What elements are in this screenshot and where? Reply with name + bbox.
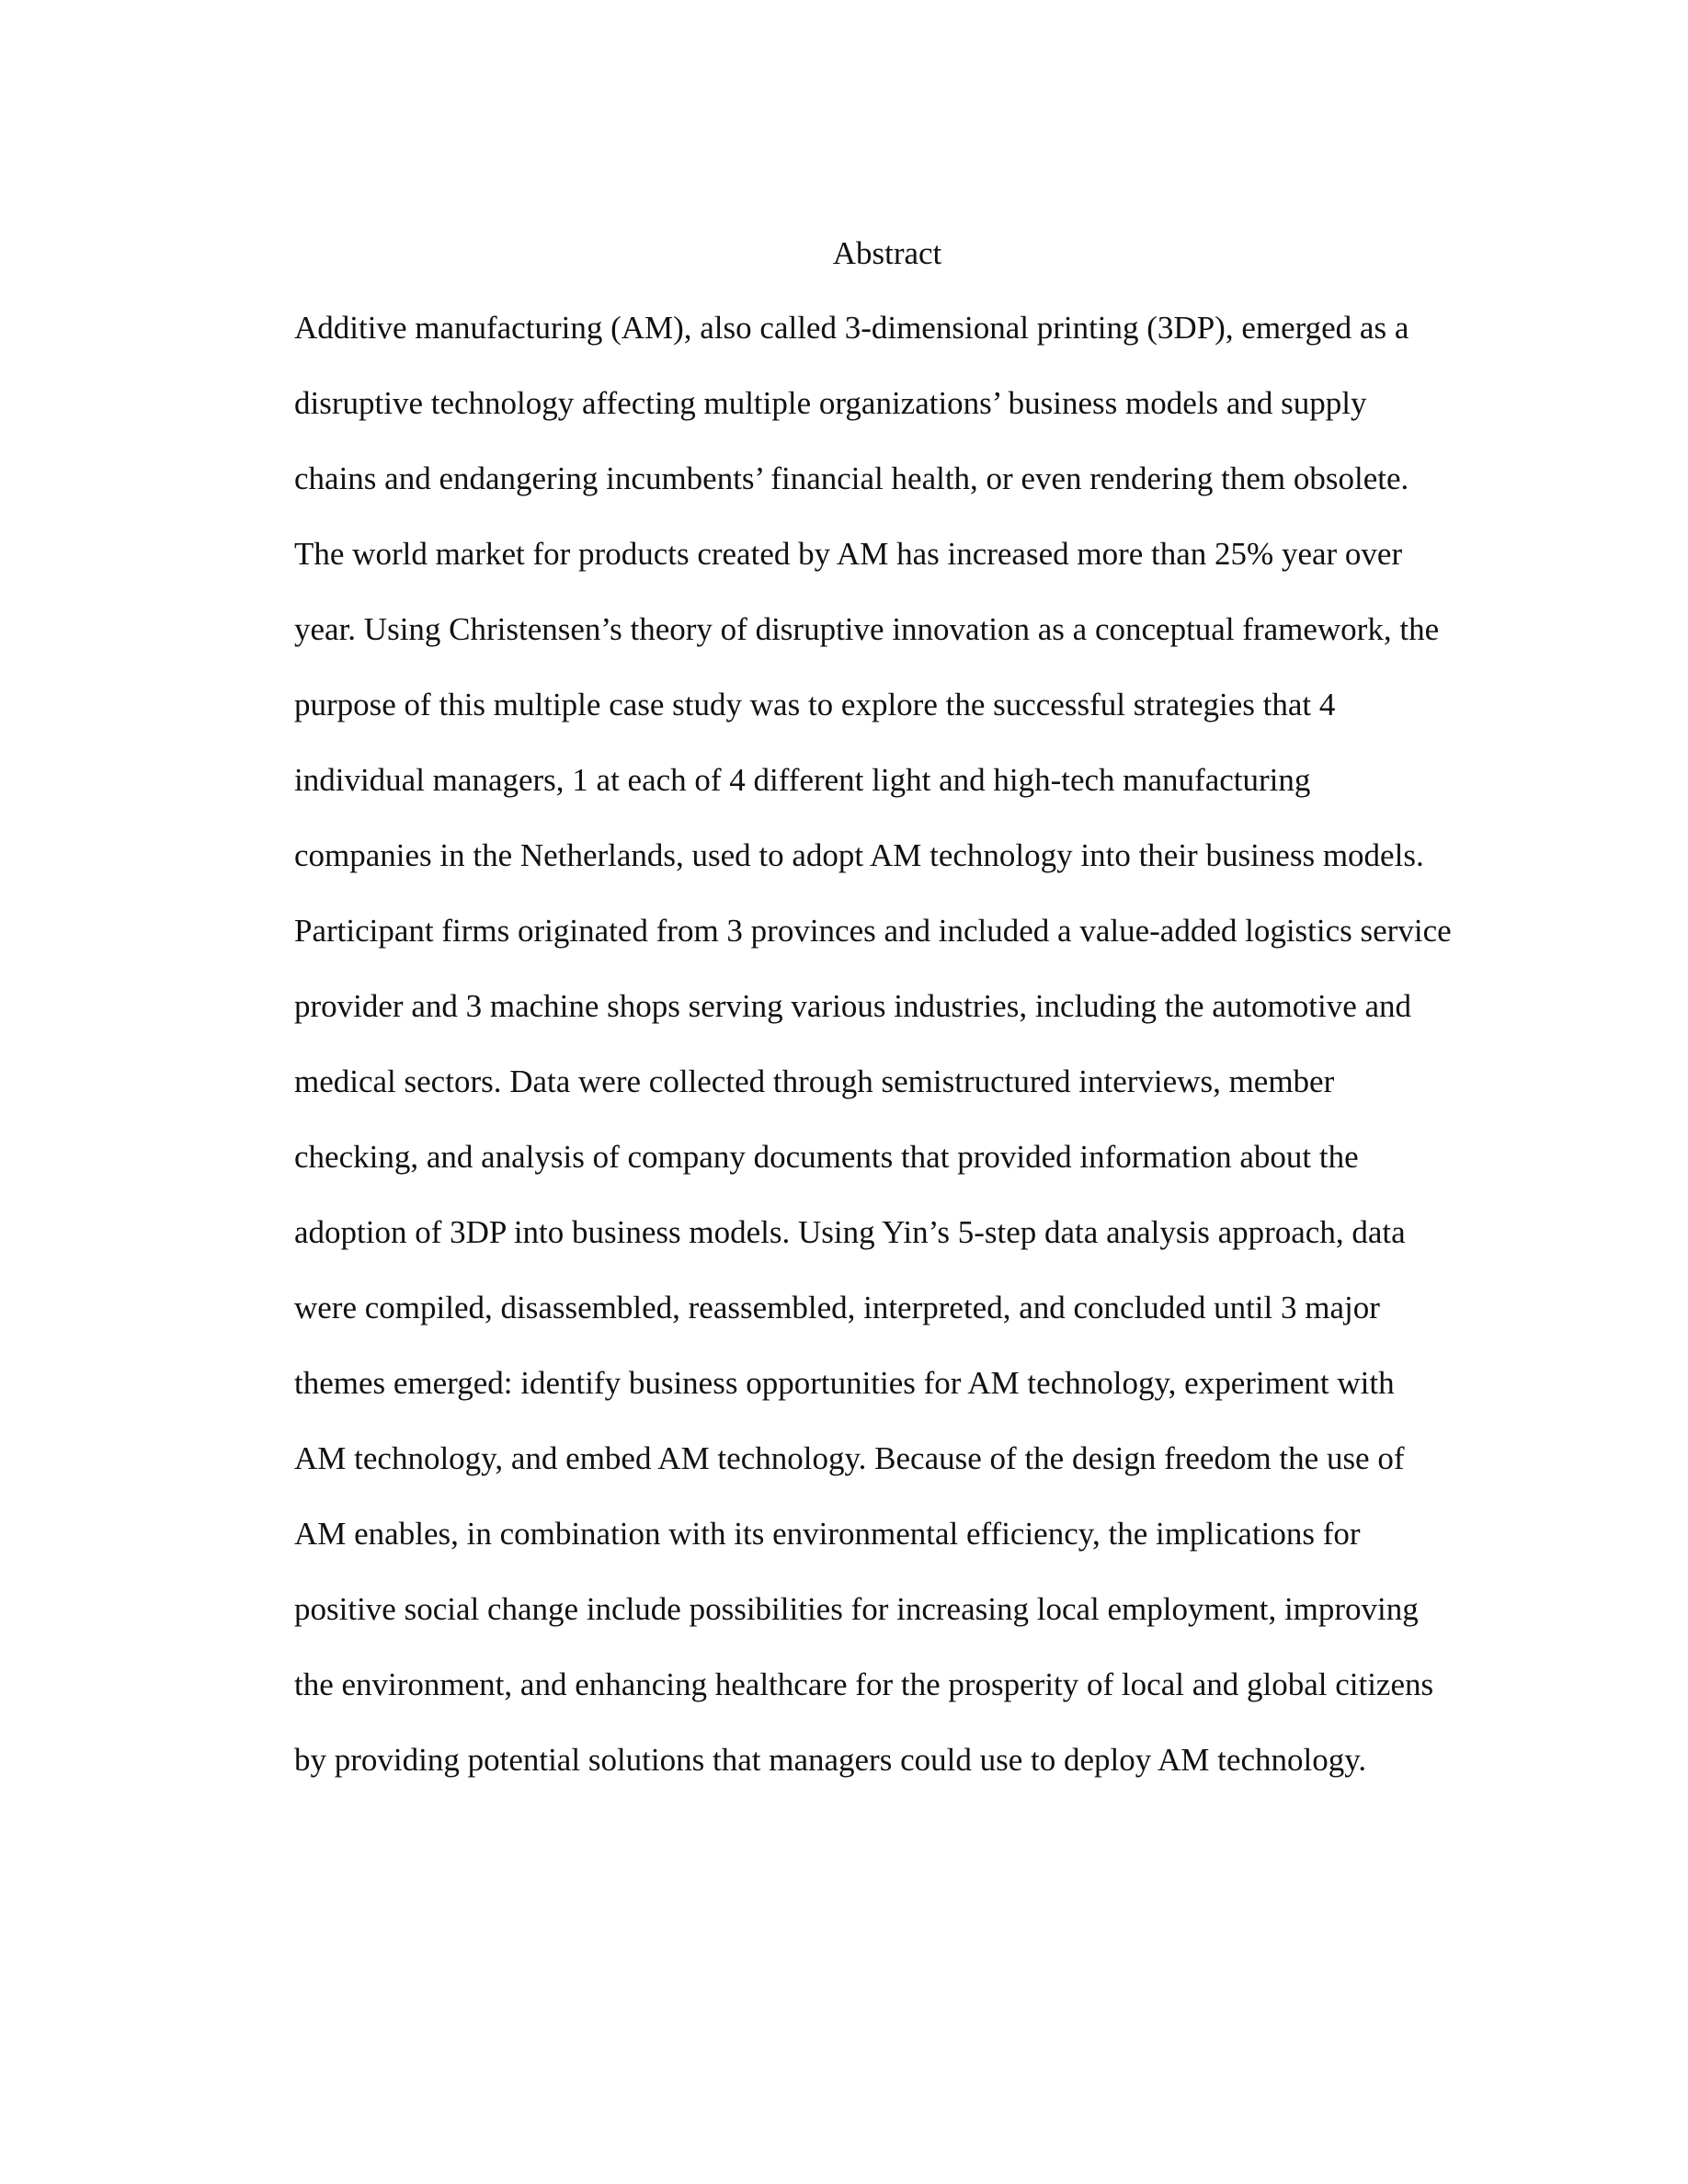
abstract-line: AM technology, and embed AM technology. Because of the design freedom the use of (294, 1440, 1405, 1476)
abstract-line: the environment, and enhancing healthcare for the prosperity of local and global citizens (294, 1666, 1434, 1702)
abstract-line: were compiled, disassembled, reassembled, interpreted, and concluded until 3 major (294, 1290, 1380, 1325)
abstract-line: Additive manufacturing (AM), also called 3-dimensional printing (3DP), emerged as a (294, 310, 1409, 346)
abstract-line: AM enables, in combination with its environmental efficiency, the implications for (294, 1516, 1361, 1552)
abstract-line: positive social change include possibilities for increasing local employment, improving (294, 1591, 1419, 1627)
abstract-line: purpose of this multiple case study was to explore the successful strategies that 4 (294, 687, 1336, 722)
abstract-line: The world market for products created by AM has increased more than 25% year over (294, 536, 1403, 572)
abstract-body (294, 310, 1508, 1817)
abstract-line: checking, and analysis of company documents that provided information about the (294, 1139, 1359, 1175)
abstract-line: individual managers, 1 at each of 4 different light and high-tech manufacturing (294, 762, 1311, 798)
abstract-line: medical sectors. Data were collected through semistructured interviews, member (294, 1064, 1335, 1099)
abstract-line: provider and 3 machine shops serving various industries, including the automotive and (294, 988, 1412, 1024)
abstract-line: Participant firms originated from 3 provinces and included a value-added logistics service (294, 913, 1452, 949)
abstract-line: disruptive technology affecting multiple organizations’ business models and supply (294, 385, 1367, 421)
abstract-line: by providing potential solutions that managers could use to deploy AM technology. (294, 1742, 1367, 1778)
abstract-line: companies in the Netherlands, used to adopt AM technology into their business models. (294, 837, 1424, 873)
abstract-line: themes emerged: identify business opportunities for AM technology, experiment with (294, 1365, 1395, 1401)
abstract-line: chains and endangering incumbents’ financial health, or even rendering them obsolete. (294, 461, 1409, 496)
abstract-line: year. Using Christensen’s theory of disruptive innovation as a conceptual framework, the (294, 611, 1440, 647)
abstract-title: Abstract (832, 235, 942, 271)
abstract-line: adoption of 3DP into business models. Using Yin’s 5-step data analysis approach, data (294, 1214, 1406, 1250)
